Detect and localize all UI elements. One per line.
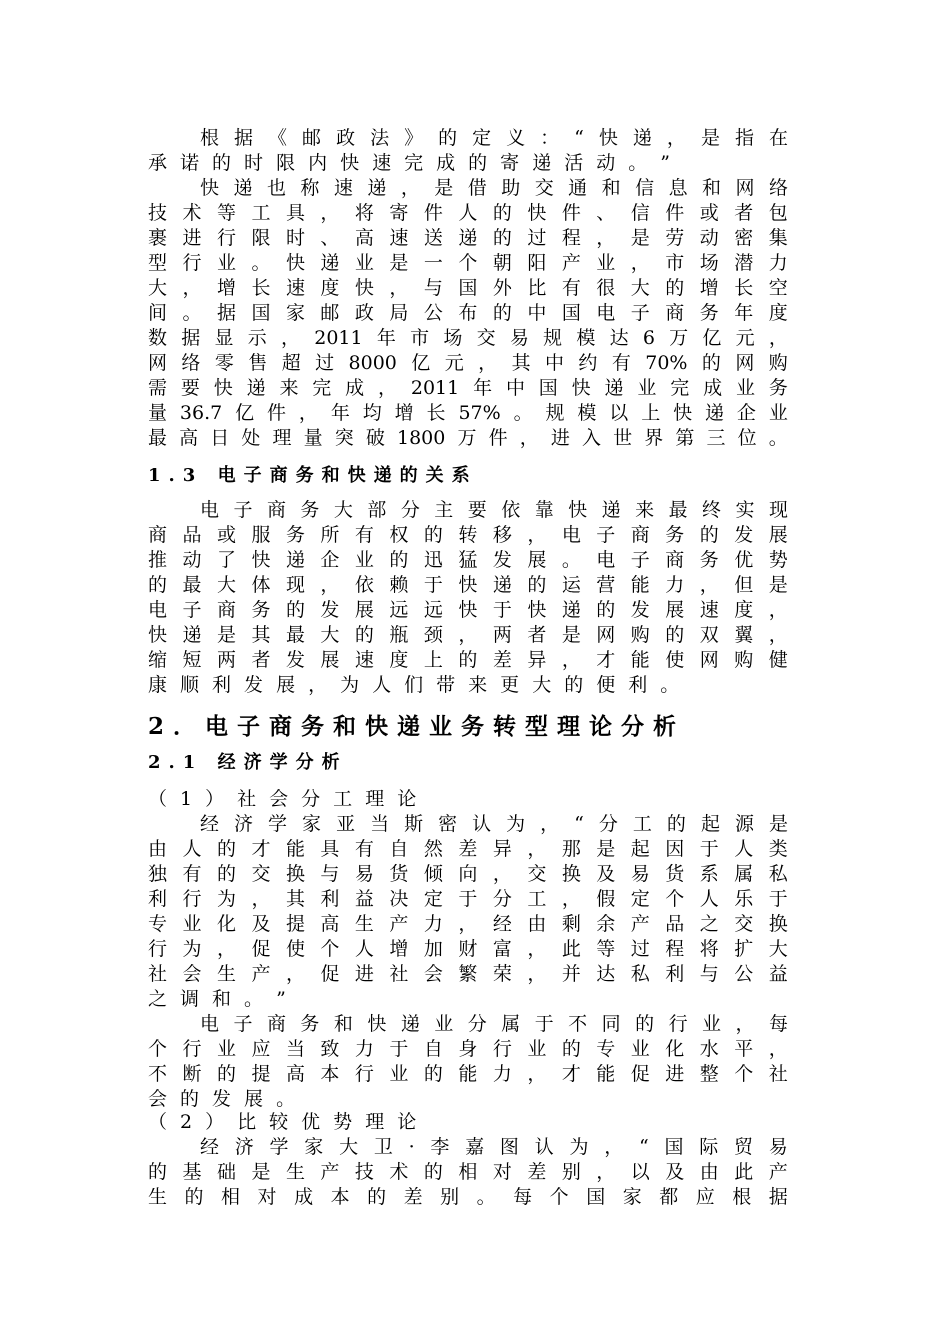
text-line: 商 品 或 服 务 所 有 权 的 转 移 ， 电 子 商 务 的 发 展 <box>148 524 788 546</box>
text-line: 量 36.7 亿 件 ， 年 均 增 长 57% 。 规 模 以 上 快 递 企 业 <box>148 402 788 424</box>
text-line: 技 术 等 工 具 ， 将 寄 件 人 的 快 件 、 信 件 或 者 包 <box>148 202 788 224</box>
text-line: 电 子 商 务 和 快 递 业 分 属 于 不 同 的 行 业 ， 每 <box>200 1013 788 1035</box>
heading-2: 2．电子商务和快递业务转型理论分析 <box>148 713 686 740</box>
heading-2-1: 2.1 经济学分析 <box>148 752 348 773</box>
text-line: 社 会 生 产 ， 促 进 社 会 繁 荣 ， 并 达 私 利 与 公 益 <box>148 963 788 985</box>
text-line: 不 断 的 提 高 本 行 业 的 能 力 ， 才 能 促 进 整 个 社 <box>148 1063 788 1085</box>
text-line: 数 据 显 示 ， 2011 年 市 场 交 易 规 模 达 6 万 亿 元 ， <box>148 327 788 349</box>
text-line: 经 济 学 家 亚 当 斯 密 认 为 ， “ 分 工 的 起 源 是 <box>200 813 788 835</box>
text-line: 快 递 也 称 速 递 ， 是 借 助 交 通 和 信 息 和 网 络 <box>200 177 788 199</box>
text-line: 大 ， 增 长 速 度 快 ， 与 国 外 比 有 很 大 的 增 长 空 <box>148 277 788 299</box>
text-line: （ 1 ） 社 会 分 工 理 论 <box>148 788 417 810</box>
text-line: 裹 进 行 限 时 、 高 速 送 递 的 过 程 ， 是 劳 动 密 集 <box>148 227 788 249</box>
text-line: 间 。 据 国 家 邮 政 局 公 布 的 中 国 电 子 商 务 年 度 <box>148 302 788 324</box>
text-line: 行 为 ， 促 使 个 人 增 加 财 富 ， 此 等 过 程 将 扩 大 <box>148 938 788 960</box>
text-line: 专 业 化 及 提 高 生 产 力 ， 经 由 剩 余 产 品 之 交 换 <box>148 913 788 935</box>
text-line: 个 行 业 应 当 致 力 于 自 身 行 业 的 专 业 化 水 平 ， <box>148 1038 788 1060</box>
text-line: 根 据 《 邮 政 法 》 的 定 义 ： “ 快 递 ， 是 指 在 <box>200 127 788 149</box>
text-line: 的 最 大 体 现 ， 依 赖 于 快 递 的 运 营 能 力 ， 但 是 <box>148 574 788 596</box>
text-line: 生 的 相 对 成 本 的 差 别 。 每 个 国 家 都 应 根 据 <box>148 1186 788 1208</box>
text-line: 利 行 为 ， 其 利 益 决 定 于 分 工 ， 假 定 个 人 乐 于 <box>148 888 788 910</box>
text-line: 会 的 发 展 。 <box>148 1088 296 1110</box>
text-line: 需 要 快 递 来 完 成 ， 2011 年 中 国 快 递 业 完 成 业 务 <box>148 377 788 399</box>
text-line: （ 2 ） 比 较 优 势 理 论 <box>148 1111 417 1133</box>
text-line: 推 动 了 快 递 企 业 的 迅 猛 发 展 。 电 子 商 务 优 势 <box>148 549 788 571</box>
text-line: 最 高 日 处 理 量 突 破 1800 万 件 ， 进 入 世 界 第 三 位 。 <box>148 427 788 449</box>
text-line: 型 行 业 。 快 递 业 是 一 个 朝 阳 产 业 ， 市 场 潜 力 <box>148 252 788 274</box>
text-line: 承 诺 的 时 限 内 快 速 完 成 的 寄 递 活 动 。 ” <box>148 152 670 174</box>
heading-1-3: 1.3 电子商务和快递的关系 <box>148 465 478 486</box>
text-line: 之 调 和 。 ” <box>148 988 286 1010</box>
text-line: 经 济 学 家 大 卫 · 李 嘉 图 认 为 ， “ 国 际 贸 易 <box>200 1136 788 1158</box>
text-line: 缩 短 两 者 发 展 速 度 上 的 差 异 ， 才 能 使 网 购 健 <box>148 649 788 671</box>
text-line: 电 子 商 务 的 发 展 远 远 快 于 快 递 的 发 展 速 度 ， <box>148 599 788 621</box>
text-line: 由 人 的 才 能 具 有 自 然 差 异 ， 那 是 起 因 于 人 类 <box>148 838 788 860</box>
text-line: 独 有 的 交 换 与 易 货 倾 向 ， 交 换 及 易 货 系 属 私 <box>148 863 788 885</box>
text-line: 康 顺 利 发 展 ， 为 人 们 带 来 更 大 的 便 利 。 <box>148 674 680 696</box>
text-line: 网 络 零 售 超 过 8000 亿 元 ， 其 中 约 有 70% 的 网 购 <box>148 352 788 374</box>
text-line: 电 子 商 务 大 部 分 主 要 依 靠 快 递 来 最 终 实 现 <box>200 499 788 521</box>
text-line: 快 递 是 其 最 大 的 瓶 颈 ， 两 者 是 网 购 的 双 翼 ， <box>148 624 788 646</box>
text-line: 的 基 础 是 生 产 技 术 的 相 对 差 别 ， 以 及 由 此 产 <box>148 1161 788 1183</box>
